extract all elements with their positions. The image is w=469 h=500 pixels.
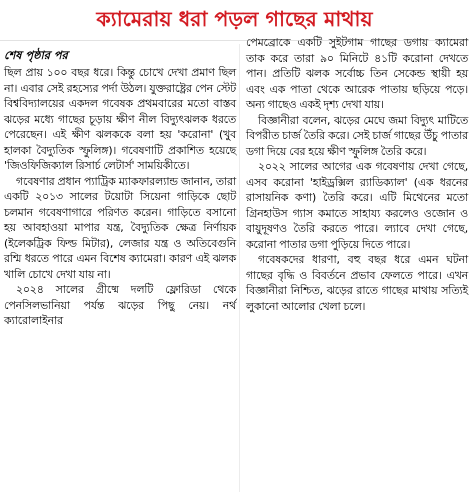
article-headline: ক্যামেরায় ধরা পড়ল গাছের মাথায় [96, 7, 373, 31]
article-paragraph: ছিল প্রায় ১০০ বছর ধরে। কিন্তু চোখে দেখা প্রমাণ ছিল না। এবার সেই রহস্যের পর্দা উঠল। যুক্তরাষ্ট্রের পেন স্টেট বিশ্ববিদ্যালয়ের একদল গবেষক প্রথমবারের মতো বাস্তব ঝড়ের মধ্যে গাছের চূড়ায় ক্ষীণ নীল বিদ্যুৎঝলক ধরতে পেরেছেন। এই ক্ষীণ ঝলককে বলা হয় 'করোনা' (খুব হালকা বৈদ্যুতিক স্ফুলিঙ্গ)। গবেষণাটি প্রকাশিত হয়েছে 'জিওফিজিক্যাল রিসার্চ লেটার্স' সাময়িকীতে। [4, 66, 236, 172]
continued-from-label: শেষ পৃষ্ঠার পর [4, 48, 68, 62]
article-column-left [4, 48, 236, 329]
article-paragraph: বিজ্ঞানীরা বলেন, ঝড়ের মেঘে জমা বিদ্যুৎ মাটিতে বিপরীত চার্জ তৈরি করে। সেই চার্জ গাছের উঁচু পাতার ডগা দিয়ে বের হয়ে ক্ষীণ স্ফুলিঙ্গ তৈরি করে। [246, 113, 468, 158]
column-divider [239, 44, 240, 492]
article-paragraph: পেমব্রোকে একটি সুইটগাম গাছের ডগায় ক্যামেরা তাক করে তারা ৯০ মিনিটে ৪১টি করোনা দেখতে পান। প্রতিটি ঝলক সর্বোচ্চ তিন সেকেন্ড স্থায়ী হয় এবং এক পাতা থেকে আরেক পাতায় ছড়িয়ে পড়ে। অন্য গাছেও একই দৃশ্য দেখা যায়। [246, 36, 468, 111]
article-paragraph: গবেষকদের ধারণা, বহু বছর ধরে এমন ঘটনা গাছের বৃদ্ধি ও বিবর্তনে প্রভাব ফেলতে পারে। এখন বিজ্ঞানীরা নিশ্চিত, ঝড়ের রাতে গাছের মাথায় সত্যিই লুকানো আলোর খেলা চলে। [246, 253, 468, 313]
article-column-right [246, 35, 468, 314]
article-paragraph: ২০২২ সালের আগের এক গবেষণায় দেখা গেছে, এসব করোনা 'হাইড্রক্সিল র‍্যাডিক্যাল' (এক ধরনের রাসায়নিক কণা) তৈরি করে। এটি মিথেনের মতো গ্রিনহাউস গ্যাস কমাতে সাহায্য করলেও ওজোন ও বায়ুদূষণও তৈরি করতে পারে। ল্যাবে দেখা গেছে, করোনা পাতার ডগা পুড়িয়ে দিতে পারে। [246, 160, 468, 251]
article-paragraph: গবেষণার প্রধান প্যাট্রিক ম্যাকফারল্যান্ড জানান, তারা একটি ২০১৩ সালের টয়োটা সিয়েনা গাড়িকে ছোট চলমান গবেষণাগারে পরিণত করেন। গাড়িতে বসানো হয় আবহাওয়া মাপার যন্ত্র, বৈদ্যুতিক ক্ষেত্র নির্ণায়ক (ইলেকট্রিক ফিল্ড মিটার), লেজার যন্ত্র ও অতিবেগুনি রশ্মি ধরতে পারে এমন বিশেষ ক্যামেরা। কারণ এই ঝলক খালি চোখে দেখা যায় না। [4, 174, 236, 281]
article-paragraph: ২০২৪ সালের গ্রীষ্মে দলটি ফ্লোরিডা থেকে পেনসিলভানিয়া পর্যন্ত ঝড়ের পিছু নেয়। নর্থ ক্যারোলাইনার [4, 283, 236, 327]
